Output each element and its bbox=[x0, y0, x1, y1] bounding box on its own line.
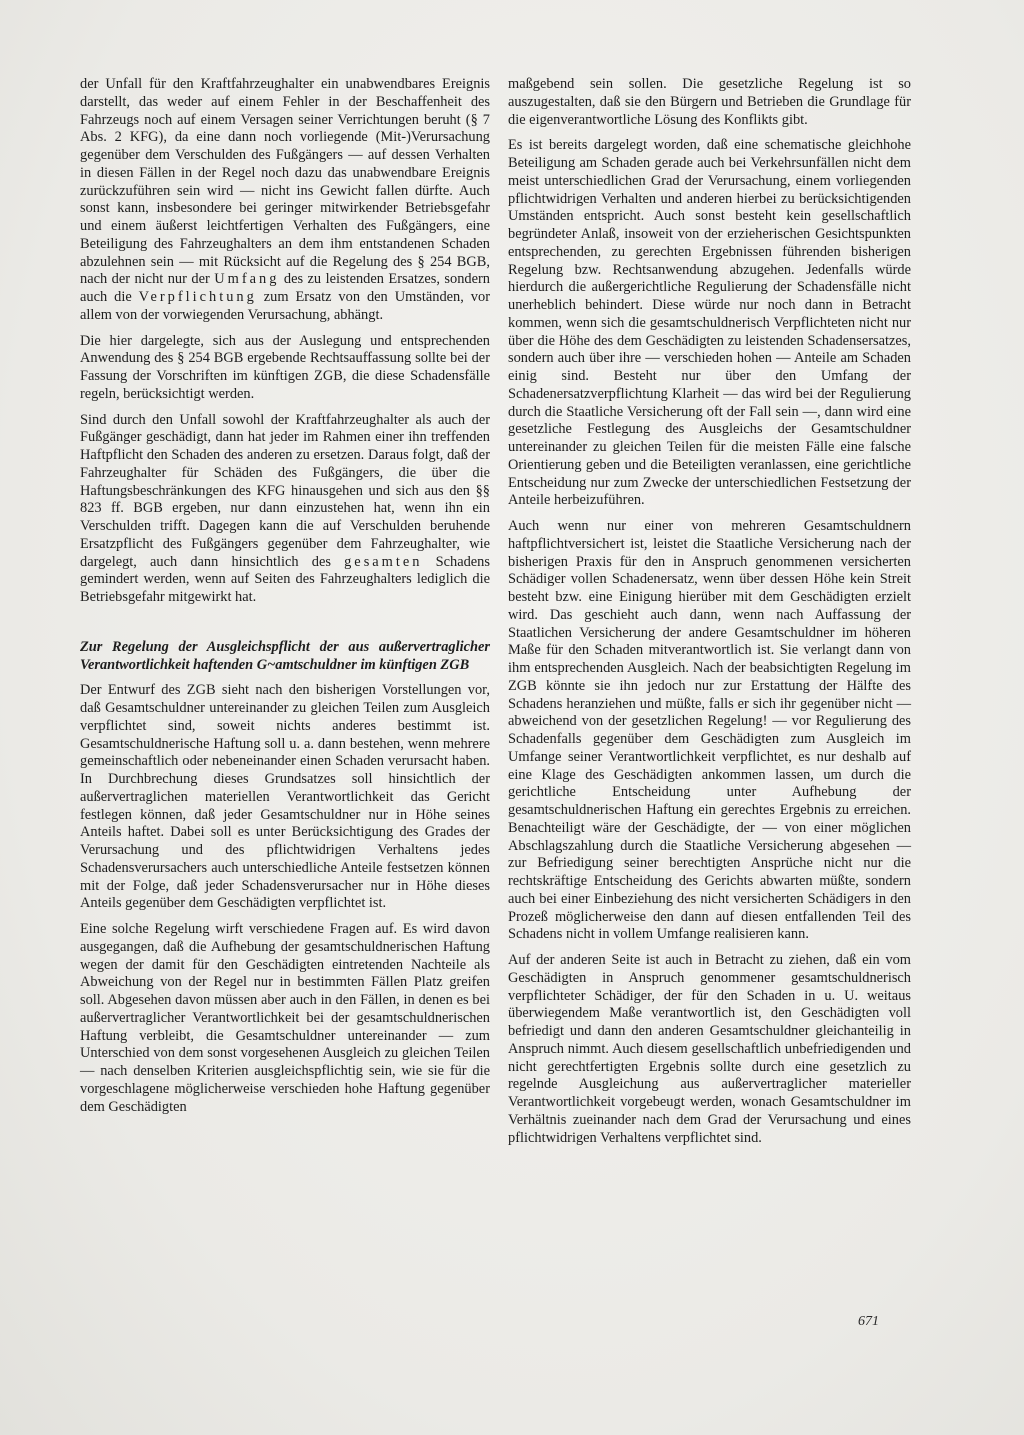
paragraph-text: des zu leistenden Ersatzes, sondern auch die bbox=[80, 271, 490, 305]
paragraph bbox=[80, 412, 490, 607]
section-heading: Zur Regelung der Ausgleichspflicht der aus außervertraglicher Verantwortlichkeit haftenden G~amtschuldner im künftigen ZGB bbox=[80, 638, 490, 673]
paragraph: Der Entwurf des ZGB sieht nach den bisherigen Vorstellungen vor, daß Gesamtschuldner untereinander zu gleichen Teilen zum Ausgleich verpflichtet sind, soweit nichts anderes bestimmt ist. Gesamtschuldnerische Haftung soll u. a. dann bestehen, wenn mehrere gemeinschaftlich oder nebeneinander einen Schaden verursacht haben. In Durchbrechung dieses Grundsatzes soll hinsichtlich der außervertraglichen materiellen Verantwortlichkeit das Gericht festlegen können, daß jeder Gesamtschuldner nur in Höhe seines Anteils haftet. Dabei soll es unter Berücksichtigung des Grades der Verursachung und des pflichtwidrigen Verhaltens jedes Schadensverursachers auch unterschiedliche Anteile festsetzen können mit der Folge, daß jeder Schadensverursacher nur in Höhe dieses Anteils gegenüber dem Geschädigten verpflichtet ist. bbox=[80, 682, 490, 912]
page-number: 671 bbox=[858, 1314, 879, 1329]
emphasized-word: Umfang bbox=[214, 271, 280, 288]
paragraph: Eine solche Regelung wirft verschiedene Fragen auf. Es wird davon ausgegangen, daß die Aufhebung der gesamtschuldnerischen Haftung wegen der damit für den Geschädigten eintretenden Nachteile als Abweichung von der Regel nur in bestimmten Fällen Platz greifen soll. Abgesehen davon müssen aber auch in den Fällen, in denen es bei außervertraglicher Verantwortlichkeit bei der gesamtschuldnerischen Haftung verbleibt, die Gesamtschuldner untereinander — zum Unterschied von dem sonst vorgesehenen Ausgleich zu gleichen Teilen — nach denselben Kriterien ausgleichspflichtig sein, wie sie für die vorgeschlagene möglicherweise verschieden hohe Haftung gegenüber dem Geschädigten bbox=[80, 921, 490, 1115]
paragraph-text: Schadens gemindert werden, wenn auf Seiten des Fahrzeughalters lediglich die Betriebsgefahr mitgewirkt hat. bbox=[80, 553, 490, 605]
emphasized-word: gesamten bbox=[344, 553, 423, 570]
paragraph-text: Sind durch den Unfall sowohl der Kraftfahrzeughalter als auch der Fußgänger geschädigt, dann hat jeder im Rahmen einer ihn treffenden Haftpflicht den Schaden des anderen zu ersetzen. Daraus folgt, daß der Fahrzeughalter für Schäden des Fußgängers, die über die Haftungsbeschränkungen des KFG hinausgehen und sich aus den §§ 823 ff. BGB ergeben, nur dann einzustehen hat, wenn ihn ein Verschulden trifft. Dagegen kann die auf Verschulden beruhende Ersatzpflicht des Fußgängers gegenüber dem Fahrzeughalter, wie dargelegt, auch dann hinsichtlich des bbox=[80, 411, 490, 570]
paragraph-text: der Unfall für den Kraftfahrzeughalter ein unabwendbares Ereignis darstellt, das weder auf einem Fehler in der Beschaffenheit des Fahrzeugs noch auf einem Versagen seiner Verrichtungen beruht (§ 7 Abs. 2 KFG), da eine dann noch vorliegende (Mit-)Verursachung gegenüber dem Verschulden des Fußgängers — auf dessen Verhalten in diesen Fällen in der Regel noch dazu das unabwendbare Ereignis zurückzuführen sein wird — nicht ins Gewicht fallen dürfte. Auch sonst kann, insbesondere bei geringer mitwirkender Betriebsgefahr und einem äußerst leichtfertigen Verhalten des Fußgängers, eine Beteiligung des Fahrzeughalters an dem ihm entstandenen Schaden abzulehnen sein — mit Rücksicht auf die Regelung des § 254 BGB, nach der nicht nur der bbox=[80, 76, 490, 288]
paragraph-text: zum Ersatz von den Umständen, vor allem von der vorwiegenden Verursachung, abhängt. bbox=[80, 289, 490, 323]
paragraph: Auch wenn nur einer von mehreren Gesamtschuldnern haftpflichtversichert ist, leistet die Staatliche Versicherung nach der bisherigen Praxis für den in Anspruch genommenen versicherten Schädiger vollen Schadenersatz, wenn über dessen Höhe kein Streit besteht bzw. eine Einigung hierüber mit dem Geschädigten erzielt wird. Das geschieht auch dann, wenn nach Auffassung der Staatlichen Versicherung der andere Gesamtschuldner im höheren Maße für den Schaden mitverantwortlich ist. Sie verlangt dann von ihm entsprechenden Ausgleich. Nach der beabsichtigten Regelung im ZGB könnte sie ihn jedoch nur zur Erstattung der Hälfte des Schadens heranziehen und müßte, falls er sich ihr gegenüber nicht — abweichend von der gesetzlichen Regelung! — vor Regulierung des Schadenfalls gegenüber dem Geschädigten zum Ausgleich im Umfange seiner Verantwortlichkeit verpflichtet, es nur deshalb auf eine Klage des Geschädigten ankommen lassen, um durch die gerichtliche Entscheidung unter Aufhebung der gesamtschuldnerischen Haftung ein gerechtes Ergebnis zu erreichen. Benachteiligt wäre der Geschädigte, der — von einer möglichen Abschlagszahlung durch die Staatliche Versicherung abgesehen — zur Befriedigung seiner berechtigten Ansprüche nicht nur die rechtskräftige Entscheidung des Gerichts abwarten müßte, sondern auch bei einer Einbeziehung des nicht versicherten Schädigers in den Prozeß möglicherweise den dann auf diesen entfallenden Teil des Schadens nicht in vollem Umfange realisieren kann. bbox=[508, 518, 911, 943]
paragraph: Auf der anderen Seite ist auch in Betracht zu ziehen, daß ein vom Geschädigten in Anspruch genommener gesamtschuldnerisch verpflichteter Schädiger, der für den Schaden in u. U. weitaus überwiegendem Maße verantwortlich ist, den Geschädigten voll befriedigt und dann den anderen Gesamtschuldner gleichanteilig in Anspruch nimmt. Auch diesem gesellschaftlich unbefriedigenden und nicht gerechtfertigten Ergebnis sollte durch eine gesetzlich zu regelnde Ausgleichung aus außervertraglicher materieller Verantwortlichkeit vorgebeugt werden, wonach Gesamtschuldner im Verhältnis zueinander nach dem Grad der Verursachung und eines pflichtwidrigen Verhaltens verpflichtet sind. bbox=[508, 952, 911, 1146]
right-column bbox=[508, 76, 911, 1155]
paragraph bbox=[80, 76, 490, 325]
paragraph: maßgebend sein sollen. Die gesetzliche Regelung ist so auszugestalten, daß sie den Bürgern und Betrieben die Grundlage für die eigenverantwortliche Lösung des Konflikts gibt. bbox=[508, 76, 911, 128]
paragraph: Es ist bereits dargelegt worden, daß eine schematische gleichhohe Beteiligung am Schaden gerade auch bei Verkehrsunfällen nicht dem meist unterschiedlichen Grad der Verursachung, einem vorliegenden pflichtwidrigen Verhalten und anderen hierbei zu berücksichtigenden Umständen entspricht. Auch sonst besteht kein gesellschaftlich begründeter Anlaß, insoweit von der erzieherischen Gesichtspunkten entsprechenden, zu gerechten Ergebnissen führenden bisherigen Regelung bzw. Rechtsanwendung abzugehen. Jedenfalls würde hierdurch die außergerichtliche Regulierung der Schadensfälle nicht unerheblich behindert. Diese würde nur noch dann in Betracht kommen, wenn sich die gesamtschuldnerisch Verpflichteten nicht nur über die Höhe des dem Geschädigten zu leistenden Schadensersatzes, sondern auch über ihre — verschieden hohen — Anteile am Schaden einig sind. Besteht nur über den Umfang der Schadenersatzverpflichtung Klarheit — das wird bei der Regulierung durch die Staatliche Versicherung oft der Fall sein —, dann wird eine gesetzliche Festlegung des Ausgleichs der Gesamtschuldner untereinander zu gleichen Teilen für die meisten Fälle eine falsche Orientierung geben und die Beteiligten veranlassen, eine gerichtliche Entscheidung nur zum Zwecke der unterschiedlichen Festsetzung der Anteile herbeizuführen. bbox=[508, 137, 911, 509]
emphasized-word: Verpflichtung bbox=[138, 289, 257, 305]
paragraph: Die hier dargelegte, sich aus der Auslegung und entsprechenden Anwendung des § 254 BGB ergebende Rechtsauffassung sollte bei der Fassung der Vorschriften im künftigen ZGB, die diese Schadensfälle regeln, berücksichtigt werden. bbox=[80, 332, 490, 402]
left-column bbox=[80, 76, 490, 1124]
